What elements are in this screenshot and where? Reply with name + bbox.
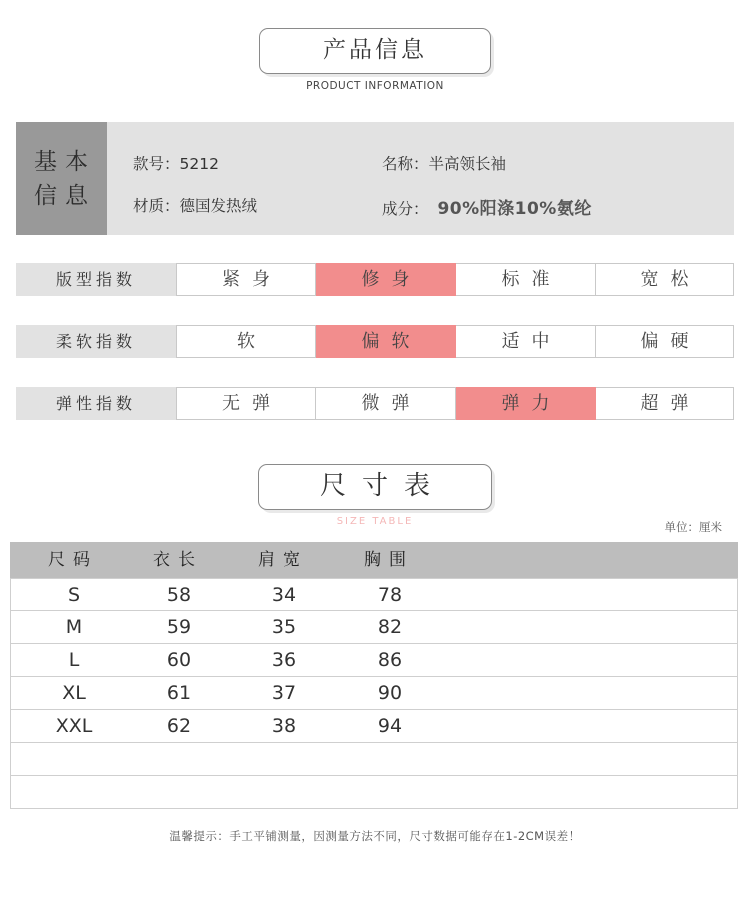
table-row	[10, 677, 738, 710]
cell-size: S	[67, 584, 81, 606]
fit-index-label: 版型指数	[16, 263, 176, 296]
table-row-empty	[10, 743, 738, 776]
elasticity-option-2: 微弹	[316, 387, 456, 420]
product-name: 名称：半高领长袖	[382, 155, 507, 173]
table-header	[10, 542, 738, 578]
basic-info-panel	[16, 122, 734, 235]
cell-length: 61	[166, 682, 192, 704]
table-row	[10, 611, 738, 644]
elasticity-index-label: 弹性指数	[16, 387, 176, 420]
table-row-empty	[10, 776, 738, 809]
cell-chest: 86	[377, 649, 403, 671]
cell-length: 60	[166, 649, 192, 671]
product-info-title: 产品信息	[259, 28, 491, 74]
fit-option-2-selected: 修身	[316, 263, 456, 296]
style-number: 款号：5212	[133, 155, 219, 173]
table-row	[10, 710, 738, 743]
softness-index-row	[16, 325, 734, 358]
fit-option-4: 宽松	[596, 263, 734, 296]
elasticity-index-row	[16, 387, 734, 420]
header-length: 衣长	[153, 550, 203, 570]
softness-option-1: 软	[176, 325, 316, 358]
cell-shoulder: 38	[271, 715, 297, 737]
size-table-subtitle: SIZE TABLE	[336, 516, 414, 527]
softness-option-3: 适中	[456, 325, 596, 358]
cell-size: L	[68, 649, 80, 671]
cell-shoulder: 36	[271, 649, 297, 671]
measurement-note: 温馨提示：手工平铺测量，因测量方法不同，尺寸数据可能存在1-2CM误差！	[169, 829, 581, 843]
cell-size: XL	[62, 682, 86, 704]
composition-value: 90%阳涤10%氨纶	[437, 199, 592, 219]
elasticity-option-3-selected: 弹力	[456, 387, 596, 420]
header-size: 尺码	[48, 550, 98, 570]
basic-info-label-1: 基本	[34, 148, 96, 175]
table-row	[10, 578, 738, 611]
table-row	[10, 644, 738, 677]
cell-size: M	[65, 616, 83, 638]
composition-label: 成分：	[382, 200, 429, 218]
cell-length: 58	[166, 584, 192, 606]
header-shoulder: 肩宽	[258, 550, 308, 570]
cell-length: 59	[166, 616, 192, 638]
cell-length: 62	[166, 715, 192, 737]
cell-shoulder: 34	[271, 584, 297, 606]
unit-label: 单位：厘米	[664, 520, 722, 534]
cell-size: XXL	[55, 715, 93, 737]
size-table	[10, 542, 738, 809]
cell-shoulder: 35	[271, 616, 297, 638]
cell-chest: 90	[377, 682, 403, 704]
cell-chest: 94	[377, 715, 403, 737]
elasticity-option-1: 无弹	[176, 387, 316, 420]
material: 材质：德国发热绒	[133, 197, 258, 215]
softness-option-2-selected: 偏软	[316, 325, 456, 358]
softness-option-4: 偏硬	[596, 325, 734, 358]
composition	[382, 194, 592, 219]
elasticity-option-4: 超弹	[596, 387, 734, 420]
size-table-title: 尺寸表	[258, 464, 492, 510]
cell-chest: 82	[377, 616, 403, 638]
cell-shoulder: 37	[271, 682, 297, 704]
softness-index-label: 柔软指数	[16, 325, 176, 358]
basic-info-label-2: 信息	[34, 182, 96, 209]
header-chest: 胸围	[364, 550, 414, 570]
cell-chest: 78	[377, 584, 403, 606]
fit-index-row	[16, 263, 734, 296]
product-info-subtitle: PRODUCT INFORMATION	[306, 80, 444, 92]
fit-option-1: 紧身	[176, 263, 316, 296]
fit-option-3: 标准	[456, 263, 596, 296]
basic-info-tab	[16, 122, 107, 235]
